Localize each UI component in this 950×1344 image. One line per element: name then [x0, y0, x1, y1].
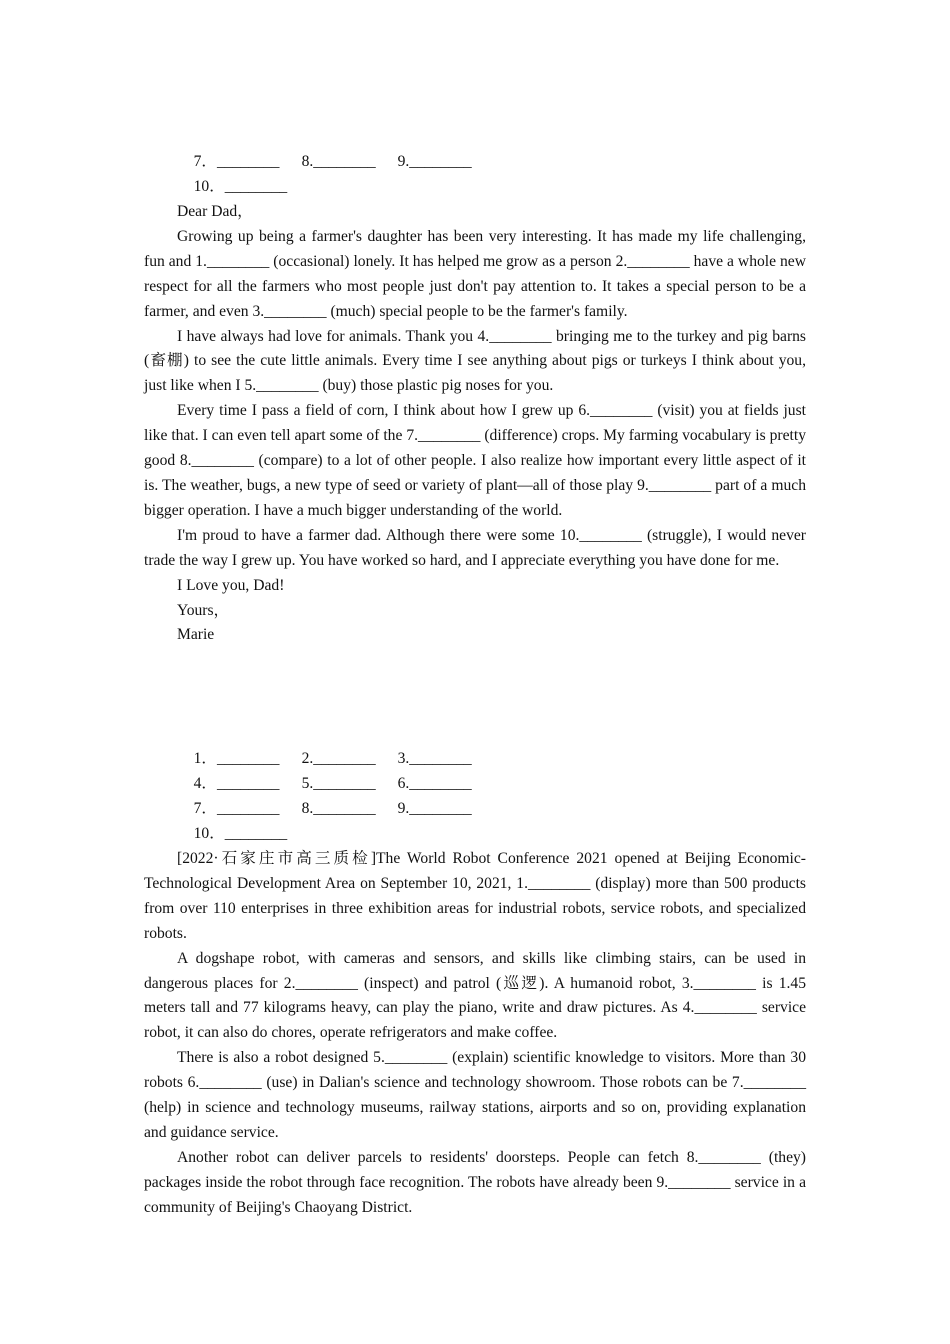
letter-salutation: Dear Dad，	[177, 203, 253, 220]
letter-paragraph: I'm proud to have a farmer dad. Although there were some 10.________ (struggle), I would never trade the way I grew up. You have worked so hard, and I appreciate everything you have done for me.	[144, 526, 806, 569]
answer-blank-10[interactable]: 10．________	[193, 824, 288, 842]
answer-blank-9[interactable]: 9.________	[397, 799, 472, 817]
letter-passage	[144, 200, 806, 648]
answer-blank-8[interactable]: 8.________	[301, 799, 376, 817]
answer-blank-4[interactable]: 4．________	[193, 774, 280, 792]
letter-paragraph: Every time I pass a field of corn, I think about how I grew up 6.________ (visit) you at fields just like that. I can even tell apart some of the 7.________ (difference) crops. My farming vocabulary is pretty good 8.________ (compare) to a lot of other people. I also realize how important every little aspect of it is. The weather, bugs, a new type of seed or variety of plant—all of those play 9.________ part of a much bigger operation. I have a much bigger understanding of the world.	[144, 402, 806, 519]
letter-closing: I Love you, Dad!	[177, 576, 285, 594]
robot-paragraph: Another robot can deliver parcels to residents' doorsteps. People can fetch 8.________ (they) packages inside the robot through face recognition. The robots have already been 9.________ service in a community of Beijing's Chaoyang District.	[144, 1148, 806, 1216]
letter-closing: Yours，	[177, 601, 230, 619]
letter-paragraph: I have always had love for animals. Thank you 4.________ bringing me to the turkey and pig barns (畜棚) to see the cute little animals. Every time I see anything about pigs or turkeys I think about you, just like when I 5.________ (buy) those plastic pig noses for you.	[144, 327, 806, 395]
letter-paragraph: Growing up being a farmer's daughter has been very interesting. It has made my life challenging, fun and 1.________ (occasional) lonely. It has helped me grow as a person 2.________ have a whole new respect for all the farmers who most people just don't pay attention to. It takes a special person to be a farmer, and even 3.________ (much) special people to be the farmer's family.	[144, 227, 806, 320]
answer-blank-10[interactable]: 10．________	[193, 177, 288, 195]
answer-blank-8[interactable]: 8.________	[301, 152, 376, 170]
answer-blank-7[interactable]: 7．________	[193, 152, 280, 170]
answer-blank-2[interactable]: 2.________	[301, 749, 376, 767]
answer-blank-6[interactable]: 6.________	[397, 774, 472, 792]
answer-blank-3[interactable]: 3.________	[397, 749, 472, 767]
robot-paragraph: [2022·石家庄市高三质检]The World Robot Conference 2021 opened at Beijing Economic-Technological Development Area on September 10, 2021, 1.________ (display) more than 500 products from over 110 enterprises in three exhibition areas for industrial robots, service robots, and specialized robots.	[144, 850, 806, 942]
answer-blank-7[interactable]: 7．________	[193, 799, 280, 817]
answer-blank-1[interactable]: 1．________	[193, 749, 280, 767]
answer-blank-9[interactable]: 9.________	[397, 152, 472, 170]
robot-passage	[144, 847, 806, 1221]
letter-signature: Marie	[177, 626, 215, 644]
answer-blank-5[interactable]: 5.________	[301, 774, 376, 792]
robot-paragraph: A dogshape robot, with cameras and sensors, and skills like climbing stairs, can be used in dangerous places for 2.________ (inspect) and patrol (巡逻). A humanoid robot, 3.________ is 1.45 meters tall and 77 kilograms heavy, can play the piano, write and draw pictures. As 4.________ service robot, it can also do chores, operate refrigerators and make coffee.	[144, 949, 806, 1042]
robot-paragraph: There is also a robot designed 5.________ (explain) scientific knowledge to visitors. More than 30 robots 6.________ (use) in Dalian's science and technology showroom. Those robots can be 7.________ (help) in science and technology museums, railway stations, airports and so on, providing explanation and guidance service.	[144, 1049, 806, 1141]
